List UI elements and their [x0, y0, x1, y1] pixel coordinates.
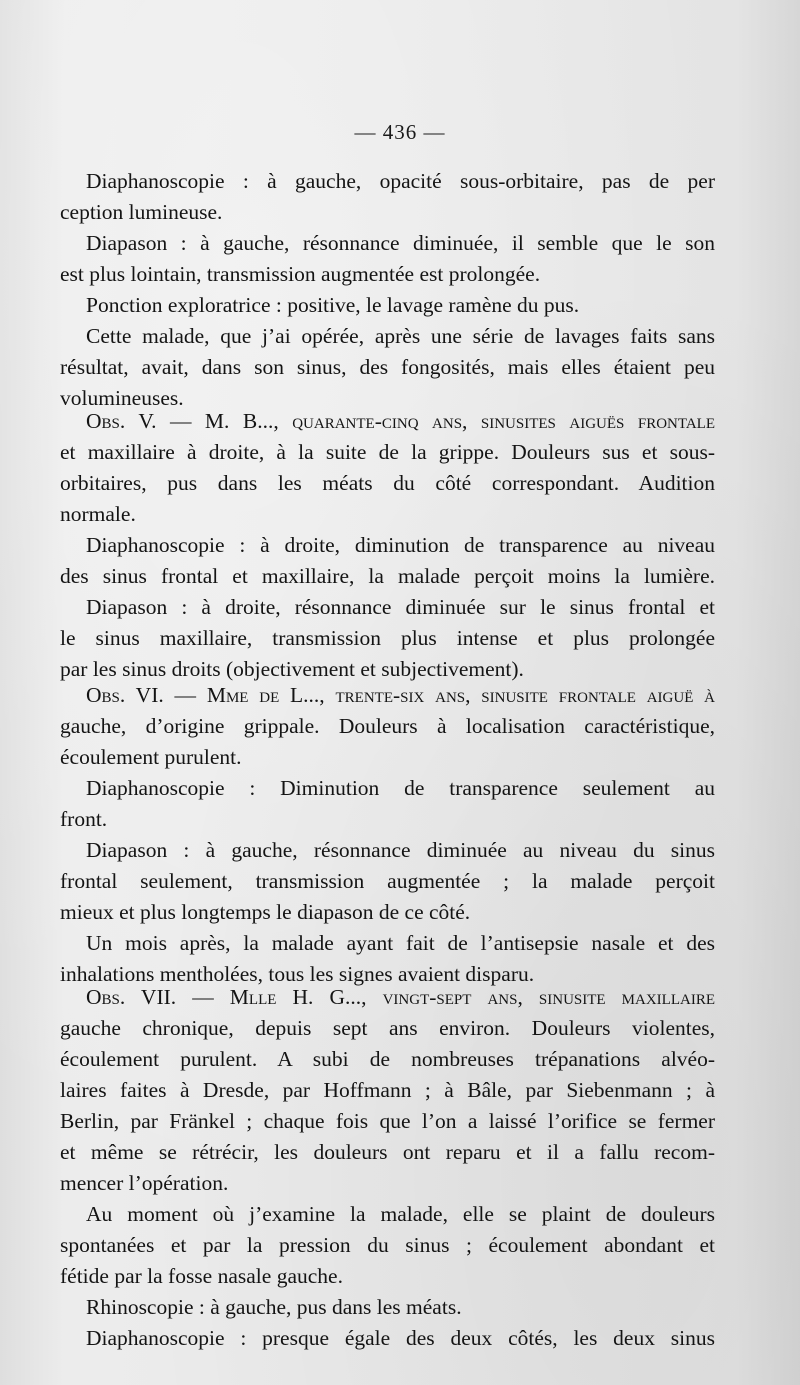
text-line: des sinus frontal et maxillaire, la malade perçoit moins la lumière. [60, 564, 715, 588]
text-line: par les sinus droits (objectivement et subjectivement). [60, 657, 524, 681]
page-number: — 436 — [354, 120, 446, 144]
text-line: résultat, avait, dans son sinus, des fongosités, mais elles étaient peu [60, 355, 715, 379]
text-line: est plus lointain, transmission augmentée est prolongée. [60, 262, 541, 286]
text-line: fétide par la fosse nasale gauche. [60, 1264, 343, 1288]
text-line: Diaphanoscopie : à droite, diminution de transparence au niveau [86, 533, 715, 557]
observation-7 [60, 982, 715, 1354]
text-line: Diaphanoscopie : à gauche, opacité sous-orbitaire, pas de per [86, 169, 715, 193]
text-line: laires faites à Dresde, par Hoffmann ; à Bâle, par Siebenmann ; à [60, 1078, 715, 1102]
text-line: front. [60, 807, 108, 831]
text-line: Au moment où j’examine la malade, elle se plaint de douleurs [86, 1202, 715, 1226]
text-line: Diapason : à gauche, résonnance diminuée au niveau du sinus [86, 838, 715, 862]
text-line: frontal seulement, transmission augmentée ; la malade perçoit [60, 869, 715, 893]
text-line: gauche, d’origine grippale. Douleurs à localisation caractéristique, [60, 714, 715, 738]
text-line: Cette malade, que j’ai opérée, après une série de lavages faits sans [86, 324, 715, 348]
text-line: mieux et plus longtemps le diapason de ce côté. [60, 900, 471, 924]
text-line: le sinus maxillaire, transmission plus intense et plus prolongée [60, 626, 715, 650]
text-line: Berlin, par Fränkel ; chaque fois que l’on a laissé l’orifice se fermer [60, 1109, 715, 1133]
observation-6 [60, 680, 715, 990]
text-line: Obs. VII. — Mlle H. G..., vingt-sept ans, sinusite maxillaire [86, 985, 715, 1009]
observation-5 [60, 406, 715, 685]
paragraph-group-1 [60, 166, 715, 414]
text-line: et même se rétrécir, les douleurs ont reparu et il a fallu recom- [60, 1140, 715, 1164]
text-line: Obs. VI. — Mme de L..., trente-six ans, sinusite frontale aiguë à [86, 683, 715, 707]
text-line: écoulement purulent. A subi de nombreuses trépanations alvéo- [60, 1047, 715, 1071]
text-line: orbitaires, pus dans les méats du côté correspondant. Audition [60, 471, 715, 495]
text-line: inhalations mentholées, tous les signes avaient disparu. [60, 962, 535, 986]
text-line: Obs. V. — M. B..., quarante-cinq ans, sinusites aiguës frontale [86, 409, 715, 433]
text-line: Diaphanoscopie : presque égale des deux côtés, les deux sinus [86, 1326, 715, 1350]
text-line: mencer l’opération. [60, 1171, 229, 1195]
text-line: gauche chronique, depuis sept ans environ. Douleurs violentes, [60, 1016, 715, 1040]
text-line: Rhinoscopie : à gauche, pus dans les méats. [86, 1295, 462, 1319]
text-line: Ponction exploratrice : positive, le lavage ramène du pus. [86, 293, 580, 317]
text-line: normale. [60, 502, 136, 526]
text-line: Diapason : à droite, résonnance diminuée sur le sinus frontal et [86, 595, 715, 619]
text-line: Diapason : à gauche, résonnance diminuée, il semble que le son [86, 231, 715, 255]
text-line: spontanées et par la pression du sinus ; écoulement abondant et [60, 1233, 715, 1257]
text-line: ception lumineuse. [60, 200, 223, 224]
text-line: écoulement purulent. [60, 745, 242, 769]
text-line: Diaphanoscopie : Diminution de transparence seulement au [86, 776, 715, 800]
text-line: Un mois après, la malade ayant fait de l’antisepsie nasale et des [86, 931, 715, 955]
text-line: et maxillaire à droite, à la suite de la grippe. Douleurs sus et sous- [60, 440, 715, 464]
text-line: volumineuses. [60, 386, 184, 410]
